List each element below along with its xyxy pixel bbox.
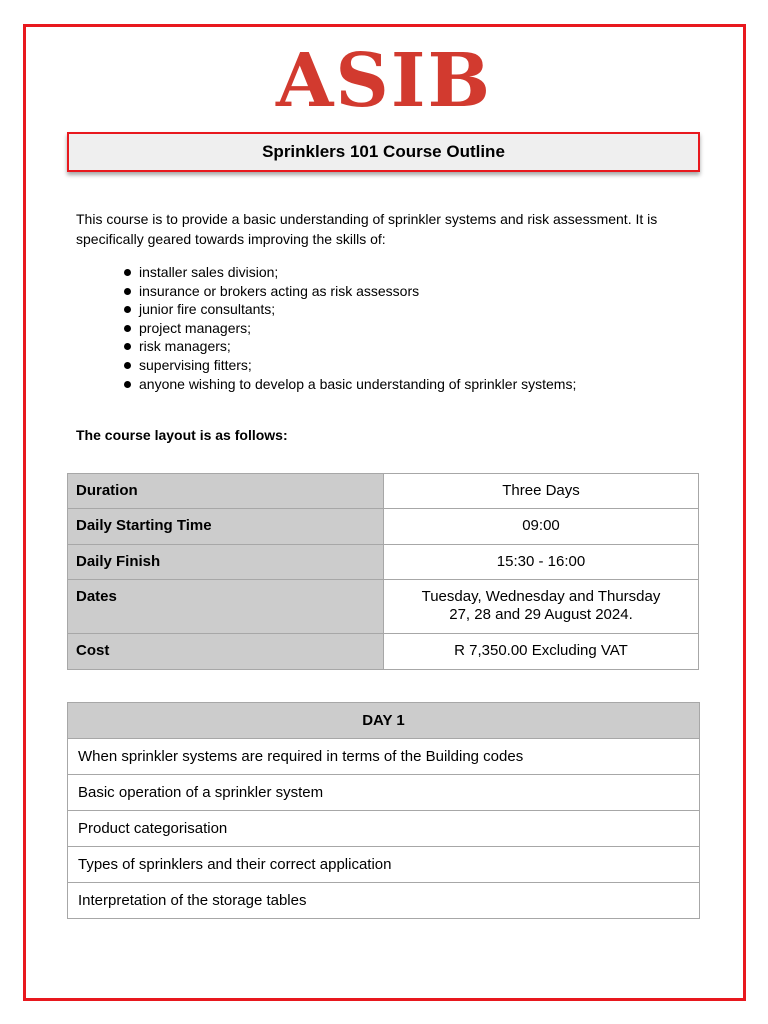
table-row (68, 775, 700, 811)
table-row (68, 634, 699, 670)
day-heading: DAY 1 (68, 703, 700, 739)
skills-list (122, 263, 722, 393)
intro-paragraph: This course is to provide a basic understanding of sprinkler systems and risk assessment. It is specifically geared towards improving the skills of: (76, 211, 658, 247)
dates-dates: 27, 28 and 29 August 2024. (449, 606, 633, 623)
duration-label: Duration (68, 474, 384, 509)
table-row (68, 847, 700, 883)
day-item: Interpretation of the storage tables (68, 883, 700, 919)
list-item: risk managers; (122, 337, 722, 356)
start-time-label: Daily Starting Time (68, 509, 384, 545)
start-time-value: 09:00 (384, 509, 699, 545)
day-item: Product categorisation (68, 811, 700, 847)
table-row (68, 739, 700, 775)
course-info-table (67, 473, 699, 670)
table-row (68, 811, 700, 847)
list-item: project managers; (122, 319, 722, 338)
table-row (68, 883, 700, 919)
duration-value: Three Days (384, 474, 699, 509)
page-title: Sprinklers 101 Course Outline (67, 132, 700, 172)
table-header-row (68, 703, 700, 739)
list-item: insurance or brokers acting as risk assessors (122, 282, 722, 301)
list-item: installer sales division; (122, 263, 722, 282)
asib-logo: ASIB (275, 38, 493, 124)
course-layout-heading: The course layout is as follows: (76, 427, 288, 443)
dates-label: Dates (68, 580, 384, 634)
day-item: Basic operation of a sprinkler system (68, 775, 700, 811)
list-item: anyone wishing to develop a basic understanding of sprinkler systems; (122, 375, 722, 394)
day-item: When sprinkler systems are required in terms of the Building codes (68, 739, 700, 775)
cost-value: R 7,350.00 Excluding VAT (384, 634, 699, 670)
dates-days: Tuesday, Wednesday and Thursday (421, 588, 661, 605)
list-item: junior fire consultants; (122, 300, 722, 319)
dates-value (384, 580, 699, 634)
day-1-table (67, 702, 700, 919)
table-row (68, 474, 699, 509)
table-row (68, 509, 699, 545)
day-item: Types of sprinklers and their correct application (68, 847, 700, 883)
finish-time-value: 15:30 - 16:00 (384, 545, 699, 580)
list-item: supervising fitters; (122, 356, 722, 375)
finish-time-label: Daily Finish (68, 545, 384, 580)
table-row (68, 545, 699, 580)
cost-label: Cost (68, 634, 384, 670)
table-row (68, 580, 699, 634)
